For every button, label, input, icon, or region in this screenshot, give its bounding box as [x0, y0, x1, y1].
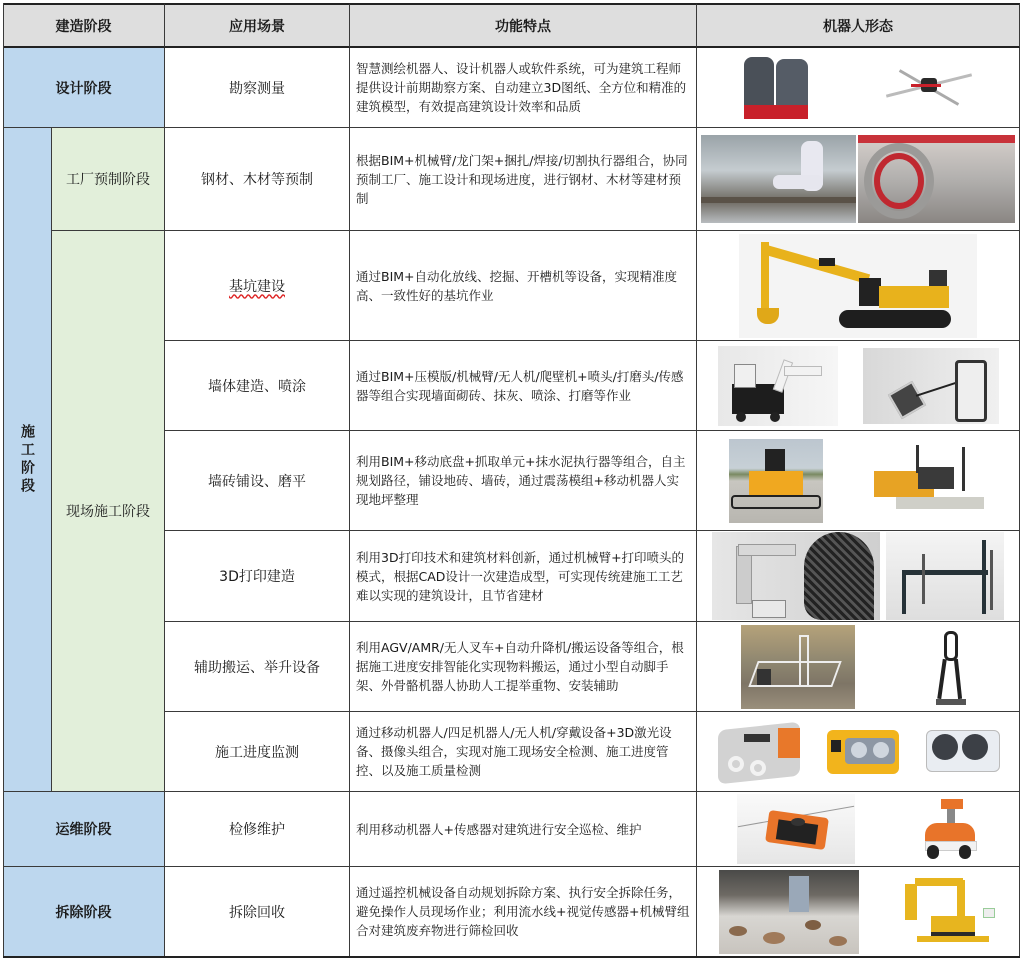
images-tile [697, 431, 1020, 531]
subphase-onsite: 现场施工阶段 [52, 231, 165, 792]
rebar-cage-welding-machine-image [858, 135, 1015, 223]
laser-screed-machine-image [870, 439, 988, 523]
images-maintenance [697, 792, 1020, 867]
desc-handling: 利用AGV/AMR/无人叉车+自动升降机/搬运设备等组合，根据施工进度安排智能化实现物料搬运，通过小型自动脚手架、外骨骼机器人协助人工提举重物、安装辅助 [350, 622, 697, 712]
scene-foundation [165, 231, 350, 341]
robot-arm-3d-printing-image [712, 532, 880, 620]
phase-demolition: 拆除阶段 [3, 867, 165, 957]
cable-inspection-robot-image [737, 794, 855, 864]
desc-3d-print: 利用3D打印技术和建筑材料创新，通过机械臂+打印喷头的模式，根据CAD设计一次建造成型，可实现传统建施工工艺难以实现的建筑设计，且节省建材 [350, 531, 697, 622]
laser-scanner-robot-image [740, 55, 812, 121]
phase-construction [3, 128, 52, 792]
scene-wall: 墙体建造、喷涂 [165, 341, 350, 431]
white-3d-scanner-image [922, 724, 1002, 780]
desc-foundation: 通过BIM+自动化放线、挖掘、开槽机等设备，实现精准度高、一致性好的基坑作业 [350, 231, 697, 341]
wall-climbing-robot-image [863, 348, 999, 424]
gantry-3d-printer-image [886, 532, 1004, 620]
scene-foundation-label: 基坑建设 [229, 278, 285, 295]
desc-tile: 利用BIM+移动底盘+抓取单元+抹水泥执行器等组合，自主规划路径，铺设地砖、墙砖，通过震荡模组+移动机器人实现地坪整理 [350, 431, 697, 531]
subphase-factory: 工厂预制阶段 [52, 128, 165, 231]
scene-demolition: 拆除回收 [165, 867, 350, 957]
images-demolition [697, 867, 1020, 957]
images-monitoring [697, 712, 1020, 792]
header-stage: 建造阶段 [3, 3, 165, 48]
images-3d-print [697, 531, 1020, 622]
scene-prefab: 钢材、木材等预制 [165, 128, 350, 231]
wheeled-patrol-robot-image [919, 795, 979, 863]
tracked-inspection-robot-image [714, 716, 806, 788]
automated-scaffold-lift-image [741, 625, 855, 709]
phase-design: 设计阶段 [3, 48, 165, 128]
robot-application-table [3, 3, 1020, 958]
scene-survey: 勘察测量 [165, 48, 350, 128]
desc-monitoring: 通过移动机器人/四足机器人/无人机/穿戴设备+3D激光设备、摄像头组合，实现对施工现场安全检测、施工进度管控、以及施工质量检测 [350, 712, 697, 792]
desc-prefab: 根据BIM+机械臂/龙门架+捆扎/焊接/切割执行器组合，协同预制工厂、施工设计和现场进度，进行钢材、木材等建材预制 [350, 128, 697, 231]
desc-survey: 智慧测绘机器人、设计机器人或软件系统，可为建筑工程师提供设计前期勘察方案、自动建立3D图纸、全方位和精准的建筑模型，有效提高建筑设计效率和品质 [350, 48, 697, 128]
factory-robot-arm-line-image [701, 135, 856, 223]
scene-monitoring: 施工进度监测 [165, 712, 350, 792]
scene-3d-print: 3D打印建造 [165, 531, 350, 622]
header-robot-form: 机器人形态 [697, 3, 1020, 48]
wall-finishing-robot-image [718, 346, 838, 426]
images-prefab [697, 128, 1020, 231]
table-bottom-border [3, 956, 1020, 958]
scene-tile: 墙砖铺设、磨平 [165, 431, 350, 531]
desc-demolition: 通过遥控机械设备自动规划拆除方案、执行安全拆除任务，避免操作人员现场作业；利用流水线+视觉传感器+机械臂组合对建筑废弃物进行筛检回收 [350, 867, 697, 957]
table-left-border [3, 3, 4, 958]
waste-sorting-line-image [719, 870, 859, 954]
images-foundation [697, 231, 1020, 341]
images-wall [697, 341, 1020, 431]
demolition-robot-image [887, 870, 997, 954]
header-scenario: 应用场景 [165, 3, 350, 48]
yellow-3d-scanner-image [825, 724, 903, 780]
exoskeleton-image [926, 625, 976, 709]
scene-handling: 辅助搬运、举升设备 [165, 622, 350, 712]
phase-operation: 运维阶段 [3, 792, 165, 867]
hexacopter-drone-image [881, 58, 977, 118]
images-survey [697, 48, 1020, 128]
images-handling [697, 622, 1020, 712]
floor-trowel-machine-image [729, 439, 823, 523]
scene-maintenance: 检修维护 [165, 792, 350, 867]
autonomous-excavator-diagram-image [739, 234, 977, 338]
desc-wall: 通过BIM+压模版/机械臂/无人机/爬壁机+喷头/打磨头/传感器等组合实现墙面砌砖、抹灰、喷涂、打磨等作业 [350, 341, 697, 431]
desc-maintenance: 利用移动机器人+传感器对建筑进行安全巡检、维护 [350, 792, 697, 867]
header-features: 功能特点 [350, 3, 697, 48]
phase-construction-label: 施工阶段 [19, 423, 35, 496]
